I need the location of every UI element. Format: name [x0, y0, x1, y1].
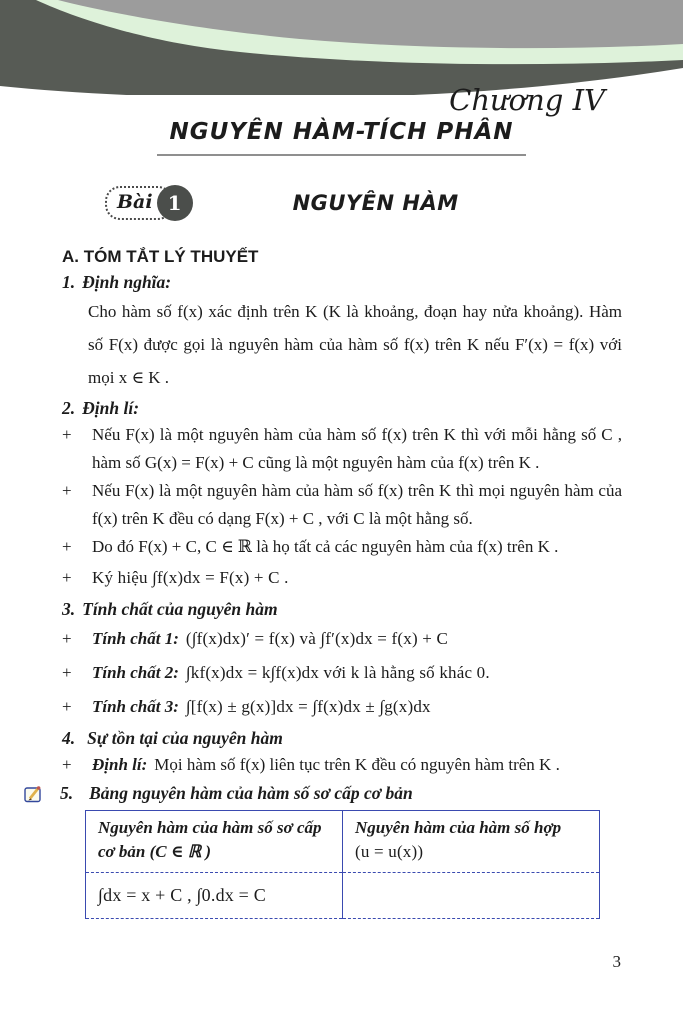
theorem-text: Mọi hàm số f(x) liên tục trên K đều có nguyên hàm trên K .: [154, 755, 560, 774]
property-bullet: [62, 690, 622, 724]
section-number: 1.: [62, 272, 76, 292]
pencil-note-icon: [24, 784, 46, 803]
section-5-heading: [62, 780, 622, 806]
lesson-badge: [105, 185, 193, 221]
section-2-heading: [62, 395, 622, 421]
section-1-heading: [62, 269, 622, 295]
section-4-heading: [62, 725, 622, 751]
lesson-row: [0, 184, 683, 222]
bullet-text: Nếu F(x) là một nguyên hàm của hàm số f(x) trên K thì mọi nguyên hàm của f(x) trên K đều có dạng F(x) + C , với C là một hằng số.: [92, 481, 622, 528]
bullet-marker: +: [62, 755, 72, 774]
theorem-bullet: [62, 533, 622, 561]
section-title: Bảng nguyên hàm của hàm số sơ cấp cơ bản: [89, 783, 413, 803]
section-number: 3.: [62, 599, 76, 619]
property-formula: ∫kf(x)dx = k∫f(x)dx với k là hằng số khác 0.: [185, 663, 490, 682]
bullet-text: Nếu F(x) là một nguyên hàm của hàm số f(x) trên K thì với mỗi hằng số C , hàm số G(x) = F(x) + C cũng là một nguyên hàm của f(x) trên K .: [92, 425, 622, 472]
bullet-text: Ký hiệu ∫f(x)dx = F(x) + C .: [92, 568, 289, 587]
theorem-bullet: [62, 561, 622, 595]
theorem-bullet: [62, 477, 622, 533]
chapter-title-row: [0, 117, 683, 156]
theorem-label: Định lí:: [92, 755, 148, 774]
property-formula: (∫f(x)dx)′ = f(x) và ∫f′(x)dx = f(x) + C: [185, 629, 449, 648]
property-label: Tính chất 1:: [92, 629, 179, 648]
table-header-row: [86, 811, 600, 873]
lesson-number-badge: 1: [157, 185, 193, 221]
bullet-marker: +: [62, 481, 72, 500]
property-label: Tính chất 3:: [92, 697, 179, 716]
table-cell-empty: [343, 873, 600, 919]
theorem-bullet: [62, 421, 622, 477]
section-number: 4.: [62, 728, 76, 748]
bullet-marker: +: [62, 568, 72, 587]
antiderivative-table: [85, 810, 600, 919]
table-col2-header: [343, 811, 600, 873]
property-label: Tính chất 2:: [92, 663, 179, 682]
section-3-heading: [62, 596, 622, 622]
lesson-badge-label: Bài: [105, 186, 173, 220]
lesson-title: NGUYÊN HÀM: [292, 191, 459, 215]
section-number: 2.: [62, 398, 76, 418]
chapter-label: Chương IV: [449, 83, 605, 117]
section-a-heading: A. TÓM TẮT LÝ THUYẾT: [62, 247, 259, 266]
header-swoosh-graphic: [0, 0, 683, 95]
bullet-marker: +: [62, 537, 72, 556]
property-bullet: [62, 656, 622, 690]
section-title: Sự tồn tại của nguyên hàm: [87, 728, 283, 748]
bullet-marker: +: [62, 697, 72, 716]
table-cell-formula: ∫dx = x + C , ∫0.dx = C: [98, 885, 266, 905]
table-row: [86, 873, 600, 919]
table-col1-header: Nguyên hàm của hàm số sơ cấp cơ bản (C ∈ ℝ ): [86, 811, 343, 873]
bullet-marker: +: [62, 629, 72, 648]
definition-paragraph: Cho hàm số f(x) xác định trên K (K là khoảng, đoạn hay nửa khoảng). Hàm số F(x) được gọi là nguyên hàm của hàm số f(x) trên K nếu F′(x) = f(x) với mọi x ∈ K .: [88, 302, 622, 387]
page-number: 3: [612, 952, 621, 971]
section-title: Định lí:: [82, 398, 140, 418]
property-formula: ∫[f(x) ± g(x)]dx = ∫f(x)dx ± ∫g(x)dx: [185, 697, 431, 716]
section-number: 5.: [60, 783, 74, 803]
chapter-title: NGUYÊN HÀM-TÍCH PHÂN: [157, 117, 525, 156]
section-title: Tính chất của nguyên hàm: [82, 599, 278, 619]
existence-theorem-bullet: [62, 751, 622, 779]
table-col2-header-line1: Nguyên hàm của hàm số hợp: [355, 818, 562, 837]
bullet-marker: +: [62, 425, 72, 444]
bullet-text: Do đó F(x) + C, C ∈ ℝ là họ tất cả các nguyên hàm của f(x) trên K .: [92, 537, 559, 556]
property-bullet: [62, 622, 622, 656]
section-title: Định nghĩa:: [82, 272, 172, 292]
theory-content: [0, 269, 683, 919]
bullet-marker: +: [62, 663, 72, 682]
table-col2-header-line2: (u = u(x)): [355, 842, 424, 861]
